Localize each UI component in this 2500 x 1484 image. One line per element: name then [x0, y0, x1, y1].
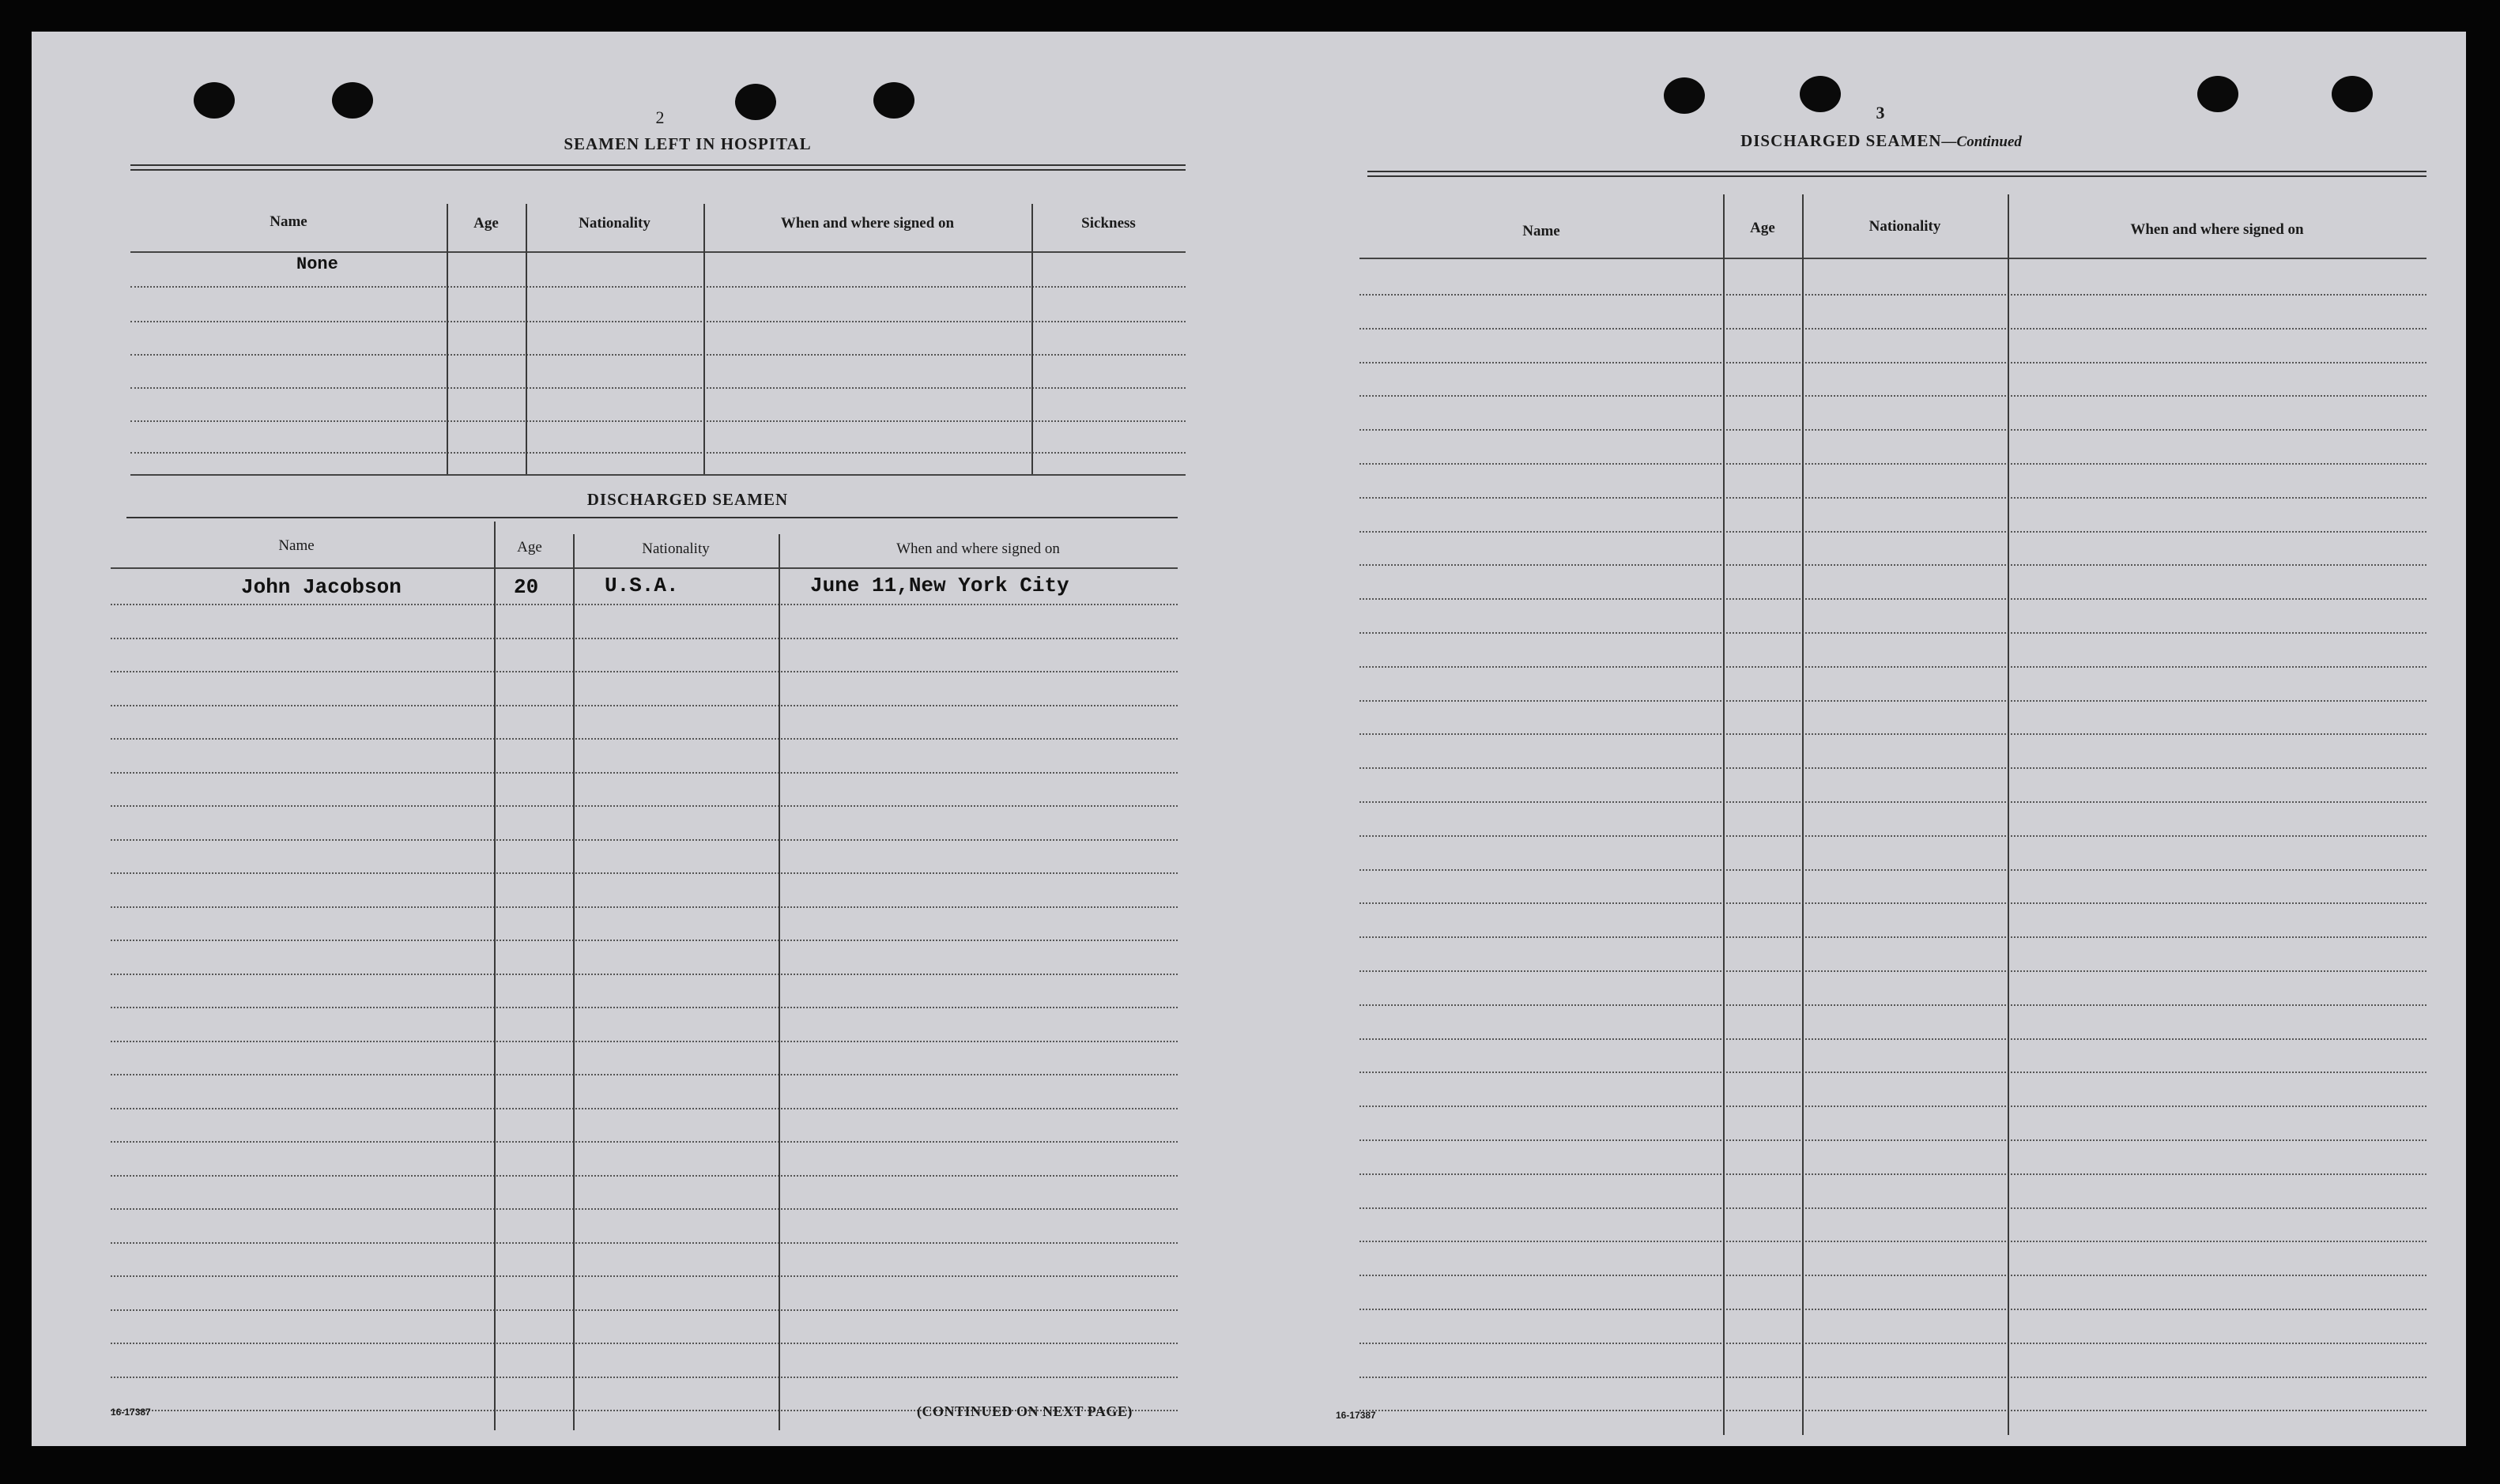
divider: [126, 517, 1178, 518]
row-line: [111, 1141, 1178, 1143]
row-line: [1359, 598, 2426, 600]
punch-hole-icon: [2332, 76, 2373, 112]
title-main: DISCHARGED SEAMEN: [1740, 131, 1942, 150]
column-header-nationality: Nationality: [642, 540, 710, 557]
punch-hole-icon: [332, 82, 373, 119]
row-line: [111, 705, 1178, 706]
row-line: [111, 1343, 1178, 1344]
punch-hole-icon: [1664, 77, 1705, 114]
row-line: [111, 805, 1178, 807]
row-line: [1359, 531, 2426, 533]
row-line: [1359, 1105, 2426, 1107]
column-header-signed-on: When and where signed on: [780, 215, 955, 232]
divider: [130, 164, 1186, 171]
column-divider: [1723, 194, 1725, 1435]
row-line: [1359, 666, 2426, 668]
row-line: [1359, 362, 2426, 363]
hospital-name-cell: None: [296, 254, 338, 274]
row-line: [111, 1377, 1178, 1378]
row-line: [1359, 733, 2426, 735]
row-line: [1359, 1004, 2426, 1006]
discharged-name-cell: John Jacobson: [241, 575, 402, 599]
column-header-signed-on: When and where signed on: [896, 540, 1060, 557]
discharged-table: [111, 522, 1178, 1438]
column-header-name: Name: [1522, 223, 1560, 239]
column-header-name: Name: [278, 537, 315, 554]
discharged-continued-table: [1359, 182, 2426, 1438]
document-sheet: [32, 32, 2466, 1446]
discharged-age-cell: 20: [514, 575, 539, 599]
row-line: [111, 1309, 1178, 1311]
row-line: [1359, 700, 2426, 702]
row-line: [1359, 564, 2426, 566]
row-line: [1359, 1241, 2426, 1242]
row-line: [111, 1074, 1178, 1075]
row-line: [130, 387, 1186, 389]
punch-hole-icon: [873, 82, 914, 119]
row-line: [1359, 1072, 2426, 1073]
row-line: [111, 1108, 1178, 1109]
header-rule: [130, 251, 1186, 253]
row-line: [111, 1041, 1178, 1042]
row-line: [1359, 463, 2426, 465]
column-divider: [447, 204, 448, 474]
row-line: [1359, 1377, 2426, 1378]
row-line: [111, 1175, 1178, 1177]
row-line: [1359, 497, 2426, 499]
row-line: [111, 872, 1178, 874]
column-header-age: Age: [473, 215, 499, 232]
row-line: [111, 940, 1178, 941]
column-header-nationality: Nationality: [579, 215, 650, 232]
divider: [1367, 171, 2426, 177]
column-header-age: Age: [517, 539, 542, 556]
row-line: [130, 452, 1186, 454]
column-header-nationality: Nationality: [1868, 218, 1941, 235]
row-line: [1359, 632, 2426, 634]
row-line: [111, 974, 1178, 975]
row-line: [111, 671, 1178, 672]
hospital-section-title: SEAMEN LEFT IN HOSPITAL: [564, 134, 812, 153]
column-divider: [494, 522, 496, 1430]
row-line: [111, 1242, 1178, 1244]
column-header-sickness: Sickness: [1081, 215, 1136, 232]
row-line: [1359, 767, 2426, 769]
discharged-signed-on-cell: June 11,New York City: [810, 574, 1069, 597]
row-line: [1359, 902, 2426, 904]
row-line: [1359, 1139, 2426, 1141]
row-line: [1359, 801, 2426, 803]
title-suffix: —Continued: [1941, 134, 2022, 150]
form-code: 16-17387: [1336, 1410, 1376, 1421]
row-line: [1359, 328, 2426, 330]
column-divider: [1031, 204, 1033, 474]
punch-hole-icon: [194, 82, 235, 119]
column-divider: [573, 534, 575, 1430]
column-divider: [2008, 194, 2009, 1435]
row-line: [1359, 1038, 2426, 1040]
discharged-nationality-cell: U.S.A.: [605, 574, 679, 597]
row-line: [111, 1007, 1178, 1008]
column-divider: [1802, 194, 1804, 1435]
bottom-rule: [130, 474, 1186, 476]
row-line: [111, 638, 1178, 639]
punch-hole-icon: [1800, 76, 1841, 112]
row-line: [130, 420, 1186, 422]
punch-hole-icon: [735, 84, 776, 120]
row-line: [1359, 1343, 2426, 1344]
form-code: 16-17387: [111, 1407, 151, 1418]
continued-note: (CONTINUED ON NEXT PAGE): [917, 1403, 1133, 1419]
hospital-table: [130, 174, 1186, 478]
row-line: [130, 354, 1186, 356]
row-line: [1359, 395, 2426, 397]
row-line: [130, 321, 1186, 322]
left-page: [32, 32, 1249, 1446]
row-line: [1359, 1207, 2426, 1209]
page-number: 2: [655, 107, 665, 127]
discharged-continued-title: [1612, 131, 2150, 151]
page-number: 3: [1876, 103, 1885, 122]
row-line: [1359, 1410, 2426, 1411]
row-line: [130, 286, 1186, 288]
row-line: [1359, 1275, 2426, 1276]
row-line: [111, 839, 1178, 841]
row-line: [111, 1275, 1178, 1277]
row-line: [1359, 835, 2426, 837]
column-divider: [779, 534, 780, 1430]
row-line: [111, 604, 1178, 605]
header-rule: [111, 567, 1178, 569]
row-line: [111, 1208, 1178, 1210]
row-line: [1359, 936, 2426, 938]
column-header-name: Name: [270, 213, 307, 230]
header-rule: [1359, 258, 2426, 259]
row-line: [1359, 429, 2426, 431]
row-line: [111, 772, 1178, 774]
discharged-section-title: DISCHARGED SEAMEN: [586, 490, 789, 509]
punch-hole-icon: [2197, 76, 2238, 112]
row-line: [1359, 294, 2426, 296]
column-header-age: Age: [1750, 220, 1775, 236]
row-line: [1359, 1309, 2426, 1310]
row-line: [1359, 869, 2426, 871]
column-header-signed-on: When and where signed on: [2130, 221, 2304, 238]
row-line: [111, 906, 1178, 908]
column-divider: [526, 204, 527, 474]
row-line: [111, 738, 1178, 740]
row-line: [1359, 970, 2426, 972]
right-page: [1249, 32, 2466, 1446]
column-divider: [703, 204, 705, 474]
row-line: [1359, 1173, 2426, 1175]
